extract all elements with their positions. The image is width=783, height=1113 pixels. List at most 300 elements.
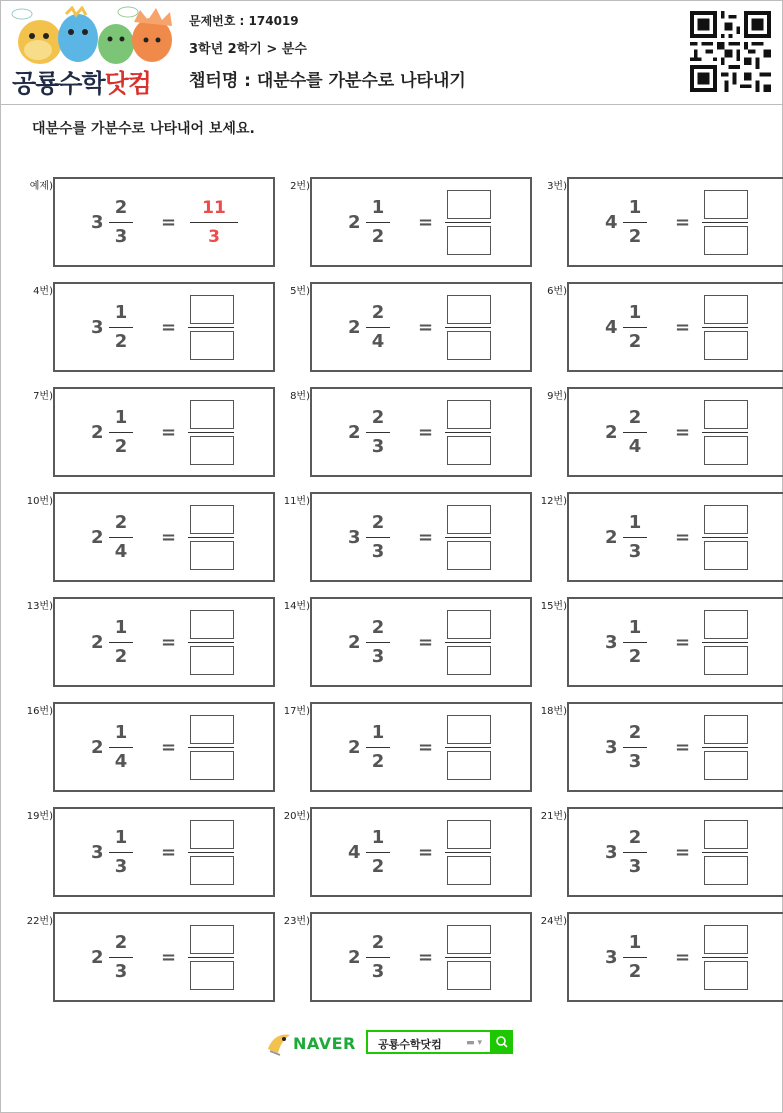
equals-sign: =: [418, 422, 434, 443]
equals-sign: =: [675, 212, 691, 233]
problem-label: 22번): [26, 916, 53, 927]
fraction-bar: [702, 537, 748, 538]
answer-fraction: [447, 190, 493, 255]
equals-sign: =: [418, 527, 434, 548]
problem-box: [310, 492, 532, 582]
denominator: 2: [628, 331, 642, 352]
whole-number: 3: [605, 947, 618, 968]
answer-denominator-box[interactable]: [704, 751, 748, 780]
answer-denominator-box[interactable]: [704, 436, 748, 465]
answer-denominator-box[interactable]: [704, 331, 748, 360]
numerator: 2: [371, 407, 385, 428]
problem-item: [276, 912, 534, 1002]
whole-number: 4: [605, 317, 618, 338]
denominator: 3: [114, 856, 128, 877]
grade-unit: 3학년 2학기 > 분수: [189, 42, 307, 57]
answer-fraction: [447, 505, 493, 570]
equals-sign: =: [161, 212, 177, 233]
equals-sign: =: [418, 947, 434, 968]
fraction: [109, 826, 133, 879]
answer-numerator-box[interactable]: [447, 295, 491, 324]
fraction: [623, 301, 647, 354]
fraction-bar: [366, 642, 390, 643]
fraction-bar: [109, 642, 133, 643]
fraction-bar: [190, 222, 238, 223]
problem-item: [533, 282, 783, 372]
search-button[interactable]: [491, 1030, 513, 1054]
problem-label: 18번): [540, 706, 567, 717]
logo-title: 공룡수학닷컴: [12, 69, 151, 98]
equals-sign: =: [675, 947, 691, 968]
denominator: 3: [371, 961, 385, 982]
denominator: 2: [371, 226, 385, 247]
answer-numerator-box[interactable]: [704, 715, 748, 744]
answer-numerator-box[interactable]: [447, 400, 491, 429]
problem-item: [533, 177, 783, 267]
problem-label: 2번): [290, 181, 310, 192]
problem-item: [533, 912, 783, 1002]
problem-box: [567, 177, 783, 267]
fraction-bar: [366, 852, 390, 853]
keyboard-icon[interactable]: ▬ ▾: [466, 1038, 482, 1048]
numerator: 1: [114, 827, 128, 848]
whole-number: 2: [348, 947, 361, 968]
whole-number: 2: [348, 422, 361, 443]
fraction-bar: [109, 537, 133, 538]
whole-number: 2: [605, 422, 618, 443]
problem-item: [276, 702, 534, 792]
answer-fraction: [704, 505, 750, 570]
equals-sign: =: [161, 317, 177, 338]
search-icon: [491, 1030, 513, 1054]
fraction: [366, 406, 390, 459]
equals-sign: =: [675, 737, 691, 758]
fraction-bar: [702, 222, 748, 223]
numerator: 1: [628, 512, 642, 533]
fraction-bar: [109, 747, 133, 748]
whole-number: 3: [91, 842, 104, 863]
equals-sign: =: [675, 422, 691, 443]
answer-denominator-box[interactable]: [190, 751, 234, 780]
problem-box: [567, 912, 783, 1002]
problem-box: [567, 492, 783, 582]
answer-denominator-box[interactable]: [704, 226, 748, 255]
fraction-bar: [366, 957, 390, 958]
answer-denominator-box[interactable]: [190, 541, 234, 570]
denominator: 3: [628, 751, 642, 772]
answer-numerator-box[interactable]: [447, 610, 491, 639]
problem-box: [567, 597, 783, 687]
answer-denominator-box[interactable]: [190, 646, 234, 675]
equals-sign: =: [161, 422, 177, 443]
answer-numerator-box[interactable]: [190, 400, 234, 429]
problem-item: [19, 702, 277, 792]
numerator: 1: [114, 617, 128, 638]
problem-label: 12번): [540, 496, 567, 507]
numerator: 1: [371, 722, 385, 743]
answer-numerator-box[interactable]: [447, 820, 491, 849]
problem-label: 8번): [290, 391, 310, 402]
equals-sign: =: [161, 842, 177, 863]
answer-fraction: [190, 610, 236, 675]
instruction: 대분수를 가분수로 나타내어 보세요.: [32, 121, 255, 137]
problem-label: 19번): [26, 811, 53, 822]
fraction: [366, 721, 390, 774]
answer-fraction: [704, 190, 750, 255]
problem-box: [53, 387, 275, 477]
whole-number: 3: [605, 737, 618, 758]
answer-numerator-box[interactable]: [704, 610, 748, 639]
fraction-bar: [366, 327, 390, 328]
fraction: [109, 931, 133, 984]
answer-denominator-box[interactable]: [704, 961, 748, 990]
whole-number: 3: [91, 317, 104, 338]
whole-number: 3: [605, 632, 618, 653]
answer-fraction: [190, 820, 236, 885]
answer-fraction: [190, 925, 236, 990]
answer-fraction: [190, 295, 236, 360]
denominator: 3: [114, 961, 128, 982]
answer-numerator-box[interactable]: [704, 295, 748, 324]
answer-fraction: [447, 400, 493, 465]
answer-fraction: [190, 505, 236, 570]
problem-label: 17번): [283, 706, 310, 717]
naver-label: NAVER: [293, 1034, 356, 1053]
problem-label: 3번): [547, 181, 567, 192]
equals-sign: =: [161, 632, 177, 653]
example-answer: [190, 197, 238, 248]
equals-sign: =: [675, 527, 691, 548]
answer-denominator-box[interactable]: [447, 226, 491, 255]
problem-item: [19, 492, 277, 582]
denominator: 4: [628, 436, 642, 457]
fraction: [623, 826, 647, 879]
fraction: [109, 511, 133, 564]
denominator: 2: [114, 646, 128, 667]
numerator: 1: [628, 197, 642, 218]
problem-box: [567, 807, 783, 897]
fraction-bar: [188, 327, 234, 328]
whole-number: 2: [348, 317, 361, 338]
fraction-bar: [109, 327, 133, 328]
problem-box: [310, 807, 532, 897]
fraction-bar: [188, 537, 234, 538]
answer-denominator-box[interactable]: [447, 856, 491, 885]
fraction: [109, 721, 133, 774]
fraction: [623, 196, 647, 249]
answer-fraction: [704, 820, 750, 885]
denominator: 3: [628, 856, 642, 877]
fraction: [109, 301, 133, 354]
numerator: 1: [114, 722, 128, 743]
problem-item: [19, 597, 277, 687]
answer-denominator-box[interactable]: [447, 751, 491, 780]
numerator: 2: [114, 932, 128, 953]
answer-fraction: [190, 400, 236, 465]
numerator: 1: [628, 932, 642, 953]
problem-item: [19, 912, 277, 1002]
answer-denominator-box[interactable]: [704, 646, 748, 675]
answer-denominator-box[interactable]: [447, 331, 491, 360]
fraction-bar: [623, 327, 647, 328]
answer-fraction: [190, 715, 236, 780]
denominator: 3: [628, 541, 642, 562]
fraction-bar: [366, 432, 390, 433]
fraction: [623, 406, 647, 459]
fraction-bar: [623, 222, 647, 223]
fraction-bar: [445, 537, 491, 538]
equals-sign: =: [418, 317, 434, 338]
fraction-bar: [702, 432, 748, 433]
problem-item: [19, 387, 277, 477]
fraction-bar: [109, 957, 133, 958]
denominator: 2: [628, 226, 642, 247]
fraction: [623, 931, 647, 984]
fraction-bar: [366, 747, 390, 748]
numerator: 2: [628, 407, 642, 428]
numerator: 2: [371, 932, 385, 953]
problem-label: 예제): [29, 181, 53, 192]
whole-number: 2: [91, 947, 104, 968]
fraction-bar: [702, 852, 748, 853]
answer-fraction: [704, 295, 750, 360]
fraction-bar: [702, 957, 748, 958]
answer-numerator-box[interactable]: [704, 400, 748, 429]
answer-numerator-box[interactable]: [447, 505, 491, 534]
answer-denominator-box[interactable]: [190, 436, 234, 465]
problem-box: [53, 702, 275, 792]
numerator: 1: [371, 197, 385, 218]
numerator: 2: [371, 617, 385, 638]
fraction-bar: [445, 747, 491, 748]
fraction: [366, 196, 390, 249]
equals-sign: =: [418, 212, 434, 233]
problem-item: [533, 597, 783, 687]
problem-label: 21번): [540, 811, 567, 822]
numerator: 1: [628, 617, 642, 638]
problem-box: [310, 912, 532, 1002]
fraction-bar: [109, 432, 133, 433]
problem-box: [567, 282, 783, 372]
header-divider: [1, 104, 782, 105]
answer-denominator-box[interactable]: [190, 961, 234, 990]
problem-item: [533, 702, 783, 792]
answer-denominator-box[interactable]: [704, 541, 748, 570]
problem-box: [567, 387, 783, 477]
whole-number: 3: [91, 212, 104, 233]
numerator: 1: [371, 827, 385, 848]
equals-sign: =: [675, 632, 691, 653]
equals-sign: =: [418, 842, 434, 863]
fraction-bar: [188, 852, 234, 853]
numerator: 2: [371, 512, 385, 533]
answer-numerator-box[interactable]: [447, 715, 491, 744]
fraction: [366, 511, 390, 564]
problem-item: [533, 807, 783, 897]
denominator: 4: [114, 541, 128, 562]
answer-fraction: [704, 400, 750, 465]
chapter-title: 챕터명 : 대분수를 가분수로 나타내기: [189, 71, 466, 91]
denominator: 3: [371, 646, 385, 667]
fraction-bar: [445, 432, 491, 433]
problem-box: [310, 387, 532, 477]
answer-numerator-box[interactable]: [190, 505, 234, 534]
answer-denominator-box[interactable]: [190, 856, 234, 885]
equals-sign: =: [161, 737, 177, 758]
problem-item: [533, 492, 783, 582]
problem-label: 4번): [33, 286, 53, 297]
equals-sign: =: [161, 527, 177, 548]
fraction-bar: [623, 957, 647, 958]
answer-numerator-box[interactable]: [190, 610, 234, 639]
fraction-bar: [188, 642, 234, 643]
whole-number: 2: [91, 737, 104, 758]
problem-label: 16번): [26, 706, 53, 717]
problem-box: [53, 282, 275, 372]
problem-box: [53, 492, 275, 582]
problem-number: 문제번호 : 174019: [189, 14, 299, 28]
fraction: [623, 721, 647, 774]
whole-number: 2: [91, 422, 104, 443]
fraction-bar: [445, 642, 491, 643]
fraction-bar: [623, 852, 647, 853]
answer-numerator-box[interactable]: [704, 925, 748, 954]
denominator: 2: [114, 436, 128, 457]
example-problem: [19, 177, 277, 267]
search-query: 공룡수학닷컴: [378, 1038, 442, 1051]
denominator: 2: [628, 646, 642, 667]
answer-numerator-box[interactable]: [190, 820, 234, 849]
problem-box: [53, 177, 275, 267]
answer-fraction: [447, 295, 493, 360]
whole-number: 2: [91, 632, 104, 653]
problem-item: [276, 807, 534, 897]
problem-item: [19, 807, 277, 897]
fraction-bar: [188, 432, 234, 433]
whole-number: 3: [348, 527, 361, 548]
answer-fraction: [447, 610, 493, 675]
whole-number: 2: [348, 737, 361, 758]
numerator: 2: [371, 302, 385, 323]
equals-sign: =: [418, 632, 434, 653]
answer-denominator-box[interactable]: [447, 646, 491, 675]
problem-box: [310, 597, 532, 687]
answer-denominator-box[interactable]: [704, 856, 748, 885]
problem-label: 20번): [283, 811, 310, 822]
problem-item: [19, 282, 277, 372]
answer-numerator-box[interactable]: [704, 820, 748, 849]
answer-denominator-box[interactable]: [447, 961, 491, 990]
answer-numerator-box[interactable]: [447, 190, 491, 219]
answer-fraction: [704, 610, 750, 675]
problem-box: [53, 807, 275, 897]
numerator: 1: [114, 407, 128, 428]
fraction: [109, 616, 133, 669]
equals-sign: =: [675, 842, 691, 863]
fraction: [366, 301, 390, 354]
numerator: 1: [628, 302, 642, 323]
whole-number: 4: [605, 212, 618, 233]
fraction-bar: [623, 432, 647, 433]
denominator: 3: [371, 541, 385, 562]
numerator: 2: [628, 827, 642, 848]
problem-item: [276, 282, 534, 372]
whole-number: 3: [605, 842, 618, 863]
answer-fraction: [704, 715, 750, 780]
answer-numerator-box[interactable]: [190, 715, 234, 744]
problem-item: [276, 597, 534, 687]
answer-denominator: 3: [208, 227, 220, 247]
denominator: 4: [114, 751, 128, 772]
problem-label: 13번): [26, 601, 53, 612]
answer-numerator-box[interactable]: [447, 925, 491, 954]
fraction: [623, 616, 647, 669]
denominator: 3: [114, 226, 128, 247]
whole-number: 2: [91, 527, 104, 548]
answer-numerator-box[interactable]: [704, 505, 748, 534]
whole-number: 2: [348, 212, 361, 233]
answer-numerator-box[interactable]: [190, 295, 234, 324]
denominator: 3: [371, 436, 385, 457]
equals-sign: =: [675, 317, 691, 338]
answer-denominator-box[interactable]: [447, 541, 491, 570]
problem-item: [533, 387, 783, 477]
answer-fraction: [447, 925, 493, 990]
problem-item: [276, 387, 534, 477]
answer-fraction: [447, 715, 493, 780]
fraction-bar: [623, 642, 647, 643]
fraction: [623, 511, 647, 564]
fraction-bar: [366, 537, 390, 538]
fraction-bar: [445, 222, 491, 223]
numerator: 2: [114, 197, 128, 218]
problem-box: [310, 177, 532, 267]
denominator: 4: [371, 331, 385, 352]
answer-numerator: 11: [202, 198, 226, 218]
fraction: [366, 931, 390, 984]
fraction: [366, 826, 390, 879]
answer-numerator-box[interactable]: [704, 190, 748, 219]
answer-denominator-box[interactable]: [190, 331, 234, 360]
whole-number: 2: [348, 632, 361, 653]
fraction-bar: [366, 222, 390, 223]
problem-label: 6번): [547, 286, 567, 297]
denominator: 2: [628, 961, 642, 982]
denominator: 2: [371, 856, 385, 877]
fraction: [109, 196, 133, 249]
problem-box: [53, 912, 275, 1002]
fraction-bar: [109, 222, 133, 223]
whole-number: 2: [605, 527, 618, 548]
qr-code: [690, 11, 771, 92]
problem-box: [53, 597, 275, 687]
fraction-bar: [188, 747, 234, 748]
answer-numerator-box[interactable]: [190, 925, 234, 954]
problem-label: 14번): [283, 601, 310, 612]
fraction-bar: [623, 537, 647, 538]
fraction-bar: [623, 747, 647, 748]
problem-label: 11번): [283, 496, 310, 507]
problem-box: [310, 702, 532, 792]
fraction-bar: [702, 747, 748, 748]
fraction-bar: [702, 327, 748, 328]
search-input[interactable]: [366, 1030, 492, 1054]
problem-label: 10번): [26, 496, 53, 507]
fraction-bar: [188, 957, 234, 958]
problem-box: [310, 282, 532, 372]
answer-denominator-box[interactable]: [447, 436, 491, 465]
answer-fraction: [447, 820, 493, 885]
